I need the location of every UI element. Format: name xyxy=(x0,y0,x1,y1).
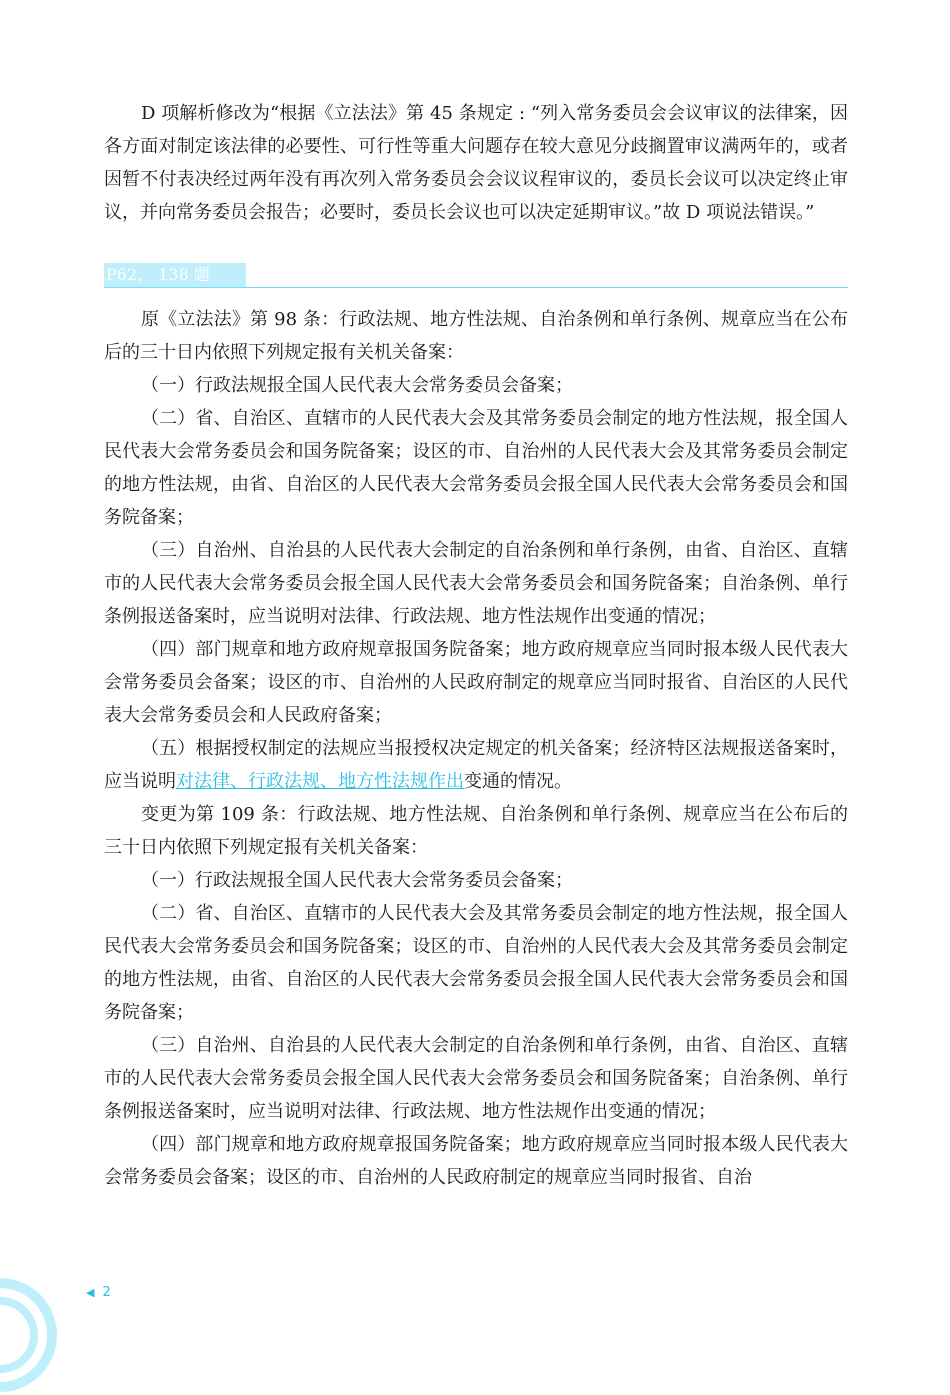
old-law-item-4: （四）部门规章和地方政府规章报国务院备案；地方政府规章应当同时报本级人民代表大会常务委员会备案；设区的市、自治州的人民政府制定的规章应当同时报省、自治区的人民代表大会常务委员会和人民政府备案； xyxy=(104,639,848,726)
decorative-rings xyxy=(0,1275,60,1395)
old-law-item-5 xyxy=(104,732,848,798)
new-law-item-3: （三）自治州、自治县的人民代表大会制定的自治条例和单行条例，由省、自治区、直辖市的人民代表大会常务委员会报全国人民代表大会常务委员会和国务院备案；自治条例、单行条例报送备案时，应当说明对法律、行政法规、地方性法规作出变通的情况； xyxy=(104,1035,848,1122)
item5-highlight: 对法律、行政法规、地方性法规作出 xyxy=(176,771,464,792)
new-law-intro: 变更为第 109 条：行政法规、地方性法规、自治条例和单行条例、规章应当在公布后的三十日内依照下列规定报有关机关备案： xyxy=(104,804,848,858)
section-divider xyxy=(104,287,848,288)
section-header xyxy=(104,263,848,293)
old-law-item-1: （一）行政法规报全国人民代表大会常务委员会备案； xyxy=(141,375,573,396)
old-law-item-2: （二）省、自治区、直辖市的人民代表大会及其常务委员会制定的地方性法规，报全国人民代表大会常务委员会和国务院备案；设区的市、自治州的人民代表大会及其常务委员会制定的地方性法规，由省、自治区的人民代表大会常务委员会报全国人民代表大会常务委员会和国务院备案； xyxy=(104,408,848,528)
item5-text-after: 变通的情况。 xyxy=(464,771,572,792)
old-law-item-3: （三）自治州、自治县的人民代表大会制定的自治条例和单行条例，由省、自治区、直辖市的人民代表大会常务委员会报全国人民代表大会常务委员会和国务院备案；自治条例、单行条例报送备案时，应当说明对法律、行政法规、地方性法规作出变通的情况； xyxy=(104,540,848,627)
item5-text-before: （五）根据授权制定的法规应当报授权决定规定的机关备案；经济特区法规报送备案时，应当说明 xyxy=(104,738,848,792)
old-law-intro: 原《立法法》第 98 条：行政法规、地方性法规、自治条例和单行条例、规章应当在公布后的三十日内依照下列规定报有关机关备案： xyxy=(104,309,848,363)
page-footer xyxy=(86,1285,111,1300)
page-number: 2 xyxy=(102,1285,111,1300)
triangle-left-icon: ◀ xyxy=(86,1286,95,1299)
new-law-item-1: （一）行政法规报全国人民代表大会常务委员会备案； xyxy=(141,870,573,891)
section-tag: P62， 138 题 xyxy=(104,263,246,287)
new-law-item-2: （二）省、自治区、直辖市的人民代表大会及其常务委员会制定的地方性法规，报全国人民代表大会常务委员会和国务院备案；设区的市、自治州的人民代表大会及其常务委员会制定的地方性法规，由省、自治区的人民代表大会常务委员会报全国人民代表大会常务委员会和国务院备案； xyxy=(104,903,848,1023)
new-law-item-4: （四）部门规章和地方政府规章报国务院备案；地方政府规章应当同时报本级人民代表大会常务委员会备案；设区的市、自治州的人民政府制定的规章应当同时报省、自治 xyxy=(104,1134,848,1188)
intro-paragraph: D 项解析修改为“根据《立法法》第 45 条规定 : “列入常务委员会会议审议的法律案，因各方面对制定该法律的必要性、可行性等重大问题存在较大意见分歧搁置审议满两年的，或者因暂不付表决经过两年没有再次列入常务委员会会议议程审议的，委员长会议可以决定终止审议，并向常务委员会报告；必要时，委员长会议也可以决定延期审议。”故 D 项说法错误。” xyxy=(104,103,848,223)
page-content xyxy=(104,97,848,1194)
